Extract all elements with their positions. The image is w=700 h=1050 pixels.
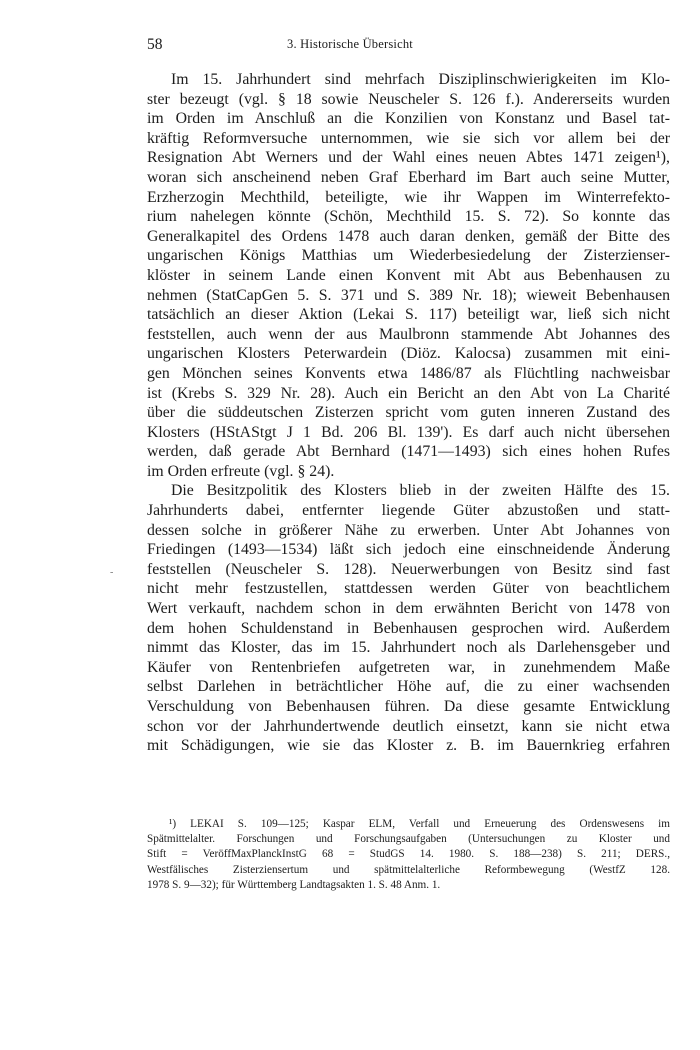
text-line: mit Schädigungen, wie sie das Kloster z. B. im Bauernkrieg erfahren xyxy=(147,737,670,755)
footnotes xyxy=(147,817,670,893)
text-line: Die Besitzpolitik des Klosters blieb in der zweiten Hälfte des 15. xyxy=(171,482,670,500)
page-number: 58 xyxy=(147,36,163,53)
text-line: ungarischen Klosters Peterwardein (Diöz. Kalocsa) zusammen mit eini- xyxy=(147,345,670,363)
text-line: selbst Darlehen in beträchtlicher Höhe auf, die zu einer wachsenden xyxy=(147,678,670,696)
body-text xyxy=(147,70,670,756)
text-line: Klosters (HStAStgt J 1 Bd. 206 Bl. 139'). Es darf auch nicht übersehen xyxy=(147,423,670,441)
text-line: im Orden im Anschluß an die Konzilien von Konstanz und Basel tat- xyxy=(147,110,670,128)
text-line: Erzherzogin Mechthild, beteiligte, wie ihr Wappen im Winterrefekto- xyxy=(147,188,670,206)
text-line: dessen solche in größerer Nähe zu erwerben. Unter Abt Johannes von xyxy=(147,521,670,539)
text-line: dem hohen Schuldenstand in Bebenhausen gesprochen wird. Außerdem xyxy=(147,619,670,637)
text-line: rium nahelegen könnte (Schön, Mechthild 15. S. 72). So konnte das xyxy=(147,208,670,226)
text-line: klöster in seinem Lande einen Konvent mit Abt aus Bebenhausen zu xyxy=(147,266,670,284)
text-line: Generalkapitel des Ordens 1478 auch daran denken, gemäß der Bitte des xyxy=(147,227,670,245)
margin-mark: - xyxy=(110,567,114,578)
text-line: Käufer von Rentenbriefen aufgetreten war, in zunehmendem Maße xyxy=(147,658,670,676)
text-line: Im 15. Jahrhundert sind mehrfach Disziplinschwierigkeiten im Klo- xyxy=(171,71,670,88)
text-line: werden, daß gerade Abt Bernhard (1471—1493) sich eines hohen Rufes xyxy=(147,443,670,461)
footnote-line: Stift = VeröffMaxPlanckInstG 68 = StudGS 14. 1980. S. 188—238) S. 211; DERS., xyxy=(147,848,670,861)
text-line: feststellen, auch wenn der aus Maulbronn stammende Abt Johannes des xyxy=(147,325,670,343)
text-line: ungarischen Königs Matthias um Wiederbesiedelung der Zisterzienser- xyxy=(147,247,670,265)
running-head: 3. Historische Übersicht xyxy=(287,37,413,51)
text-line: Wert verkauft, nachdem schon in dem erwähnten Bericht von 1478 von xyxy=(147,600,670,618)
text-line: nimmt das Kloster, das im 15. Jahrhundert noch als Darlehensgeber und xyxy=(147,639,670,657)
text-line: feststellen (Neuscheler S. 128). Neuerwerbungen von Besitz sind fast xyxy=(147,560,670,578)
text-line: schon vor der Jahrhundertwende deutlich einsetzt, kann sie nicht etwa xyxy=(147,717,670,735)
text-line: gen Mönchen seines Konvents etwa 1486/87 als Flüchtling nachweisbar xyxy=(147,364,670,382)
text-line: Jahrhunderts dabei, entfernter liegende Güter abzustoßen und statt- xyxy=(147,502,670,520)
text-line: nicht mehr festzustellen, stattdessen werden Güter von beachtlichem xyxy=(147,580,670,598)
text-line: ster bezeugt (vgl. § 18 sowie Neuscheler S. 126 f.). Andererseits wurden xyxy=(147,90,670,108)
text-line: woran sich anscheinend neben Graf Eberhard im Bart auch seine Mutter, xyxy=(147,168,670,186)
text-line: Friedingen (1493—1534) läßt sich jedoch eine einschneidende Änderung xyxy=(147,541,670,559)
text-line: nehmen (StatCapGen 5. S. 371 und S. 389 Nr. 18); wieweit Bebenhausen xyxy=(147,286,670,304)
footnote-line: ¹) LEKAI S. 109—125; Kaspar ELM, Verfall und Erneuerung des Ordenswesens im xyxy=(169,818,670,830)
text-line: kräftig Reformversuche unternommen, wie sie sich vor allem bei der xyxy=(147,129,670,147)
page-header xyxy=(0,36,700,58)
text-line: Resignation Abt Werners und der Wahl eines neuen Abtes 1471 zeigen¹), xyxy=(147,149,670,167)
text-line: ist (Krebs S. 329 Nr. 28). Auch ein Bericht an den Abt von La Charité xyxy=(147,384,670,402)
text-line: Verschuldung von Bebenhausen führen. Da diese gesamte Entwicklung xyxy=(147,698,670,715)
text-line: über die süddeutschen Zisterzen spricht vom guten inneren Zustand des xyxy=(147,404,670,422)
text-line: tatsächlich an dieser Aktion (Lekai S. 117) beteiligt war, ließ sich nicht xyxy=(147,306,670,324)
footnote-line: Spätmittelalter. Forschungen und Forschungsaufgaben (Untersuchungen zu Kloster und xyxy=(147,833,670,846)
footnote-line: 1978 S. 9—32); für Württemberg Landtagsakten 1. S. 48 Anm. 1. xyxy=(147,878,441,891)
text-line: im Orden erfreute (vgl. § 24). xyxy=(147,462,335,480)
footnote-line: Westfälisches Zisterziensertum und spätmittelalterliche Reformbewegung (WestfZ 128. xyxy=(147,863,670,876)
